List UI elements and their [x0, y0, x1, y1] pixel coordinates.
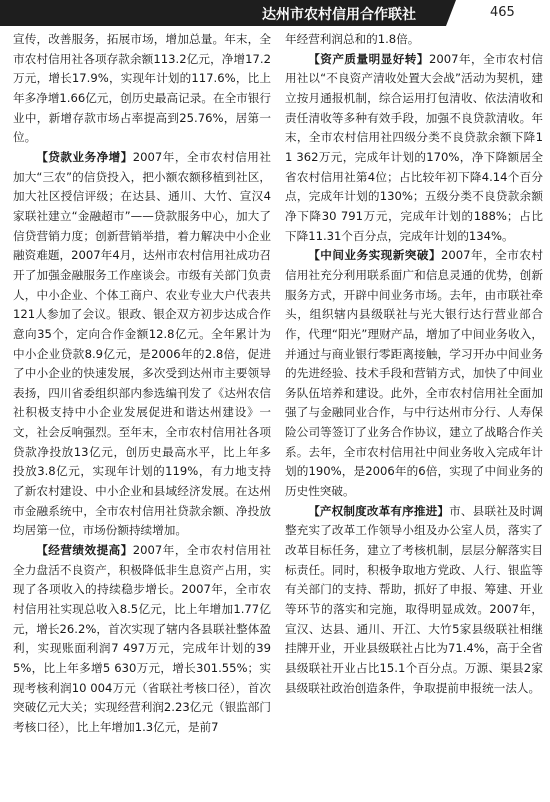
paragraph — [285, 50, 543, 247]
paragraph — [13, 541, 271, 738]
section-heading: 【中间业务实现新突破】 — [308, 248, 442, 263]
paragraph-text: 2007年，全市农村信用社加大“三农”的信贷投入，把小额农额移植到社区，加大社区授信评级；在达县、通川、大竹、宣汉4家联社建立“金融超市”——贷款服务中心，加大了信贷营销力度；创新营销举措，着力解决中小企业融资难题，2007年4月，达州市农村信用社成功召开了加强金融服务工作座谈会。市级有关部门负责人，中小企业、个体工商户、农业专业大户代表共121人参加了会议。银政、银企双方初步达成合作意向35个，定向合作金额12.8亿元。全年累计为中小企业贷款8.9亿元，是2006年的2.8倍，促进了中小企业的快速发展，多次受到达州市主要领导表扬，四川省委组织部内参选编刊发了《达州农信社积极支持中小企业发展促进和谐达州建设》一文，社会反响强烈。至年末，全市农村信用社各项贷款净投放13亿元，创历史最高水平，比上年多投放3.8亿元，实现年计划的119%，有力地支持了新农村建设、中小企业和县域经济发展。在达州市金融系统中，全市农村信用社贷款余额、净投放均居第一位，市场份额持续增加。 — [13, 149, 271, 538]
section-heading: 【经营绩效提高】 — [36, 543, 133, 558]
page-header — [0, 0, 550, 26]
paragraph-text: 2007年，全市农村信用社以“不良资产清收处置大会战”活动为契机，建立按月通报机制，综合运用打包清收、依法清收和责任清收等多种有效手段，加强不良贷款清收。年末，全市农村信用社四级分类不良贷款余额下降11 362万元，完成年计划的170%，净下降额居全省农村信用社第4位；占比较年初下降4.14个百分点，完成年计划的130%；五级分类不良贷款余额净下降30 791万元，完成年计划的188%；占比下降11.31个百分点，完成年计划的134%。 — [285, 51, 543, 243]
paragraph-text: 2007年，全市农村信用社全力盘活不良资产，积极降低非生息资产占用，实现了各项收入的持续稳步增长。2007年，全市农村信用社实现总收入8.5亿元，比上年增加1.77亿元，增长26.2%，首次实现了辖内各县联社整体盈利，实现账面利润7 497万元，完成年计划的395%，比上年多增5 630万元，增长301.55%；实现考核利润10 004万元（省联社考核口径），首次突破亿元大关；实现经营利润2.23亿元（银监部门考核口径），比上年增加1.3亿元，是前7 — [13, 543, 271, 734]
running-title: 达州市农村信用合作联社 — [262, 7, 416, 23]
paragraph — [13, 148, 271, 541]
paragraph-text: 年经营利润总和的1.8倍。 — [285, 32, 420, 46]
section-heading: 【产权制度改革有序推进】 — [308, 503, 450, 518]
paragraph — [285, 30, 543, 50]
section-heading: 【资产质量明显好转】 — [308, 51, 429, 66]
section-heading: 【贷款业务净增】 — [36, 149, 133, 164]
paragraph-text: 2007年，全市农村信用社充分利用联系面广和信息灵通的优势，创新服务方式，开辟中间业务市场。去年，由市联社牵头，组织辖内县级联社与光大银行达行营业部合作，代理“阳光”理财产品，增加了中间业务收入，并通过与商业银行零距离接触，学习开办中间业务的先进经验、技术手段和营销方式，加快了中间业务队伍培养和建设。此外，全市农村信用社全面加强了与金融同业合作，与中行达州市分行、人寿保险公司等签订了业务合作协议，建立了战略合作关系。去年，全市农村信用社中间业务收入完成年计划的190%，是2006年的6倍，实现了中间业务的历史性突破。 — [285, 248, 543, 499]
paragraph-text: 宣传，改善服务，拓展市场，增加总量。年末，全市农村信用社各项存款余额113.2亿元，净增17.2万元，增长17.9%，实现年计划的117.6%，比上年多净增1.66亿元，创历史最高记录。在全市银行业中，新增存款市场占率提高到25.76%，居第一位。 — [13, 32, 271, 145]
paragraph — [13, 30, 271, 148]
body-columns — [13, 30, 543, 798]
paragraph — [285, 246, 543, 502]
paragraph-text: 市、县联社及时调整充实了改革工作领导小组及办公室人员，落实了改革目标任务，建立了考核机制，层层分解落实目标责任。同时，积极争取地方党政、人行、银监等有关部门的支持、帮助，抓好了申报、筹建、开业等环节的落实和完施，取得明显成效。2007年，宣汉、达县、通川、开江、大竹5家县级联社相继挂牌开业，开业县级联社占比为71.4%，高于全省县级联社开业占比15.1个百分点。万源、渠县2家县级联社政治创造条件，争取提前申报统一法人。 — [285, 503, 543, 695]
page-number: 465 — [490, 5, 515, 20]
paragraph — [285, 502, 543, 699]
left-column — [13, 30, 271, 798]
right-column — [285, 30, 543, 798]
